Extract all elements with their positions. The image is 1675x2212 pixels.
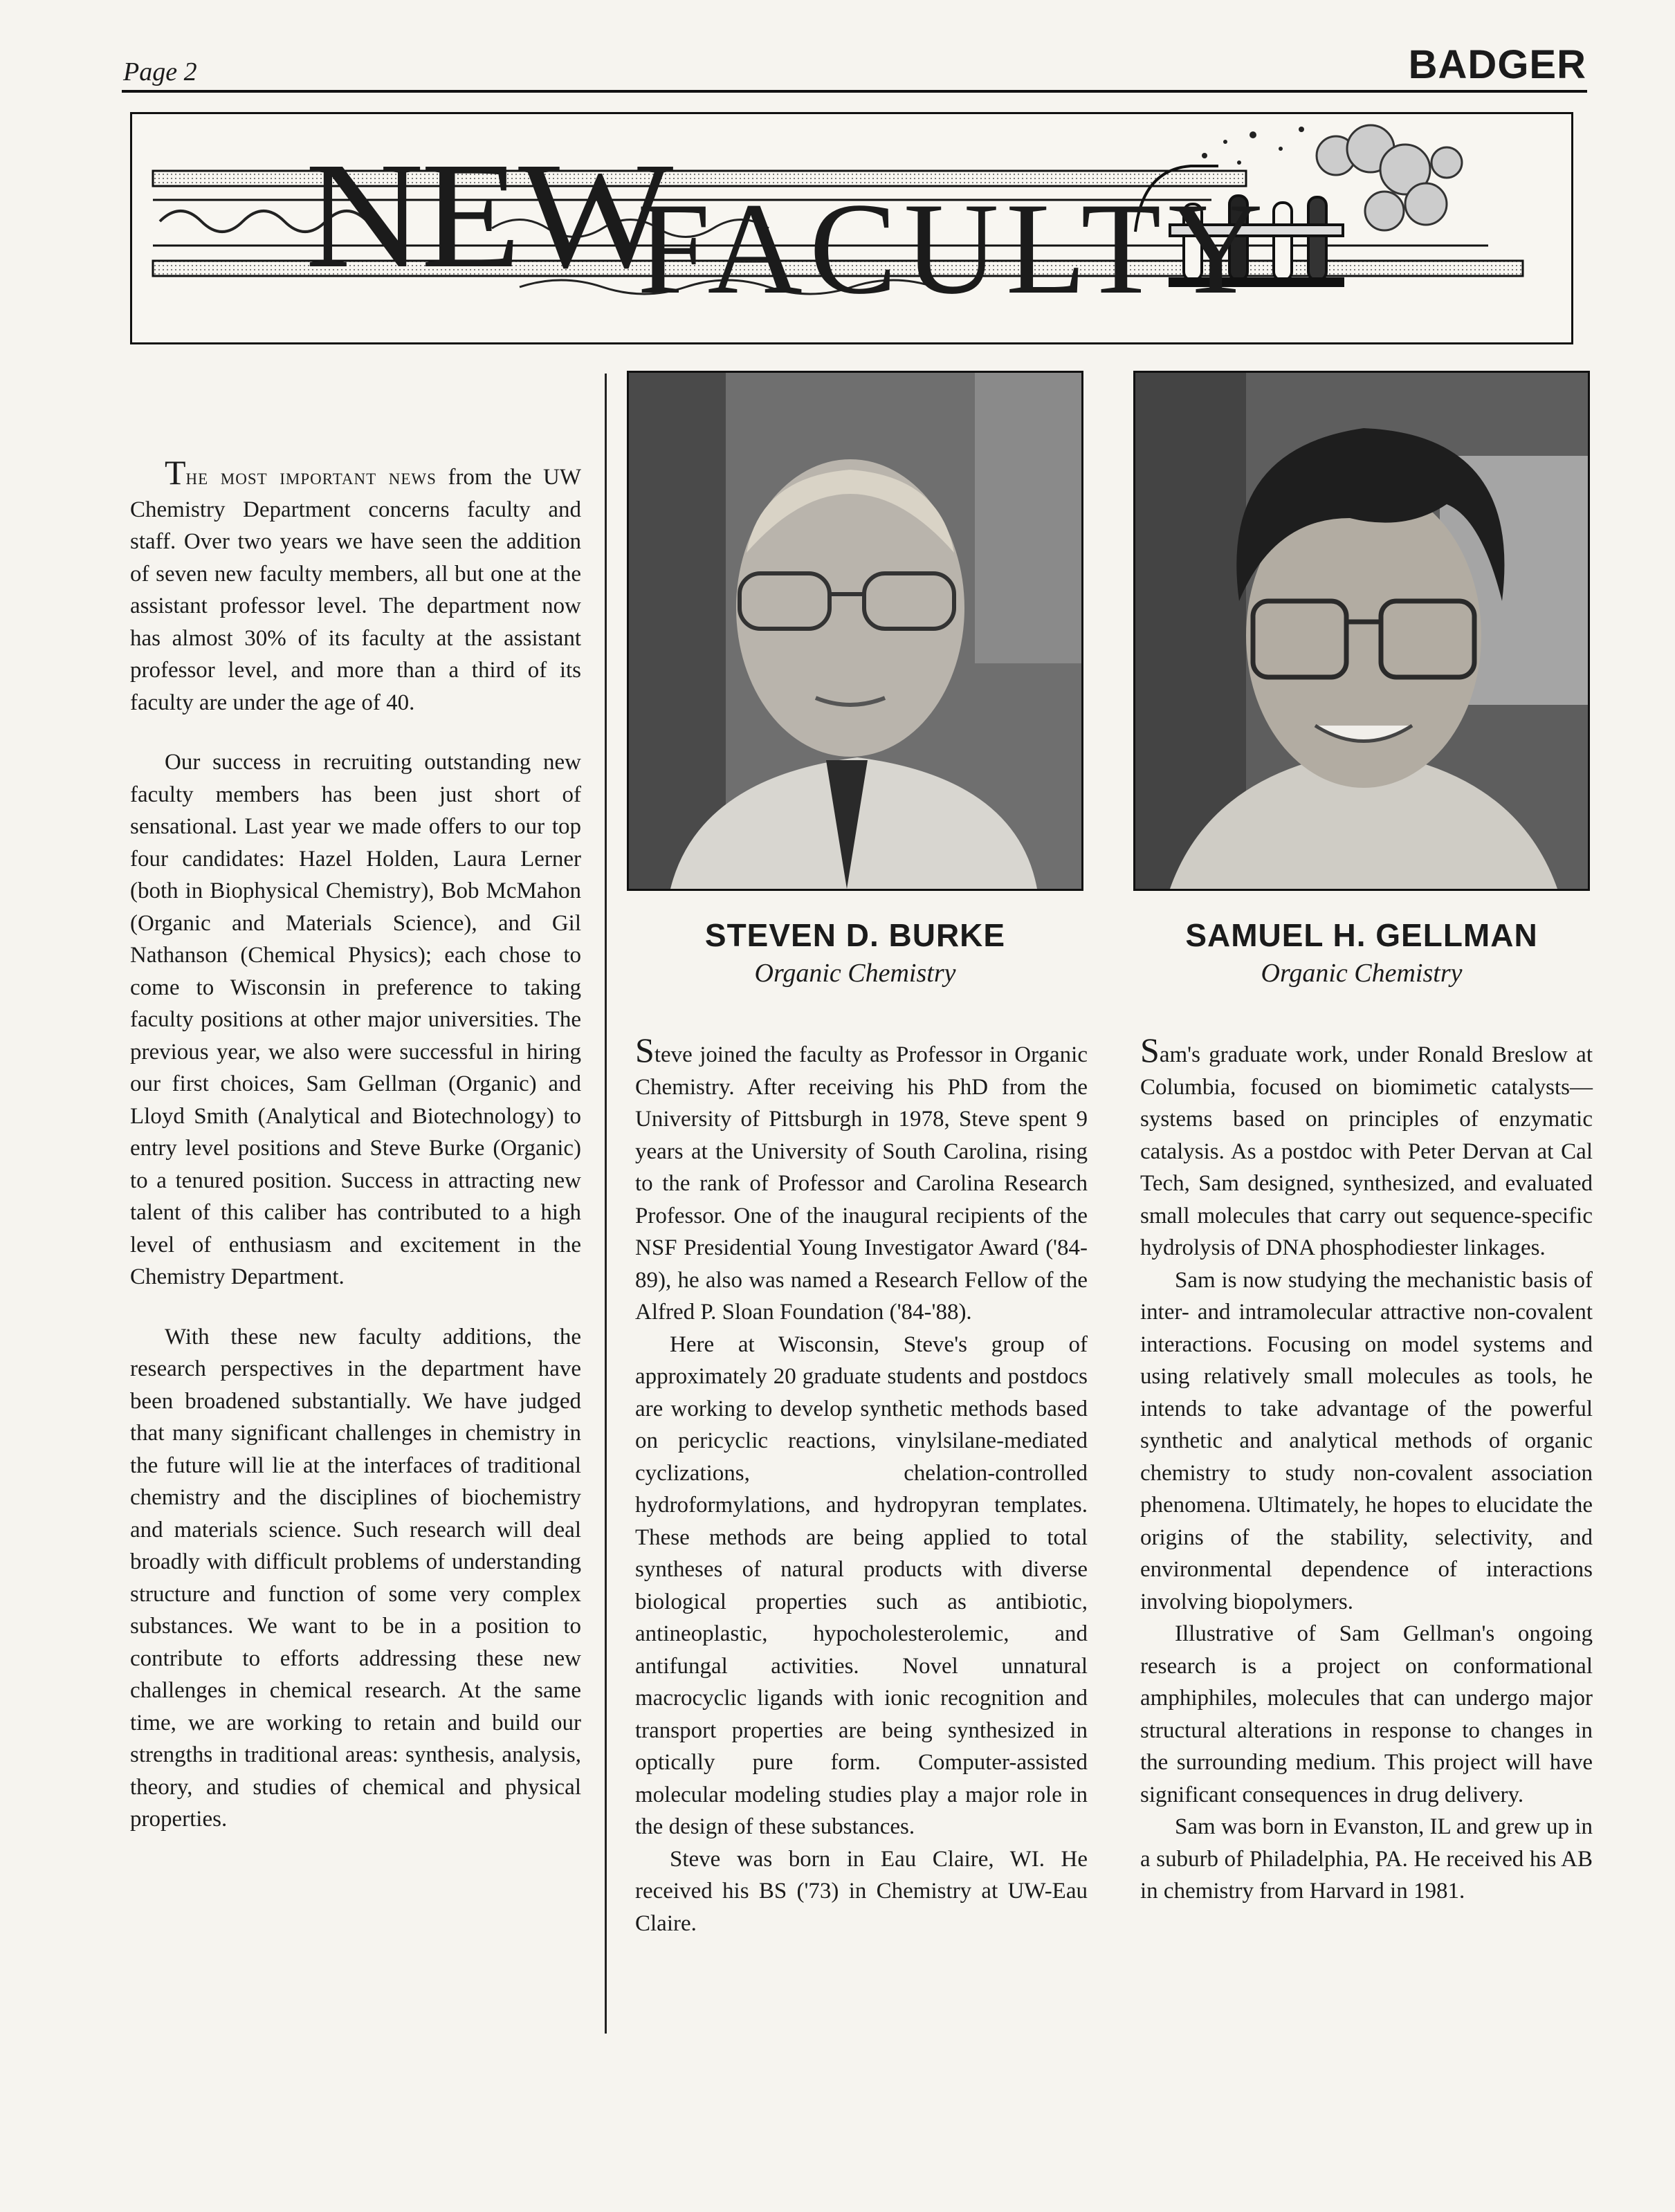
smoke-cloud-icon	[1317, 125, 1462, 230]
faculty-name-burke: STEVEN D. BURKE	[704, 917, 1006, 953]
portrait-burke-image	[629, 373, 1081, 889]
page-number: Page 2	[123, 57, 197, 86]
intro-paragraph-1: The most important news from the UW Chemistry Department concerns faculty and staff. Over two years we have seen the addition of seven new faculty members, all but one at the assistant professor level. The department now has almost 30% of its faculty at the assistant professor level, and more than a third of its faculty are under the age of 40.	[130, 453, 582, 715]
burke-column	[635, 1031, 1088, 1939]
intro-column	[130, 453, 582, 1836]
faculty-name-gellman: SAMUEL H. GELLMAN	[1185, 917, 1538, 953]
burke-paragraph-3: Steve was born in Eau Claire, WI. He received his BS ('73) in Chemistry at UW-Eau Claire.	[635, 1846, 1088, 1936]
burke-paragraph-2: Here at Wisconsin, Steve's group of approximately 20 graduate students and postdocs are working to develop synthetic methods based on pericyclic reactions, vinylsilane-mediated cyclizations, chelation-controlled hydroformylations, and hydropyran templates. These methods are being applied to total syntheses of natural products with diverse biological properties such as antibiotic, antineoplastic, hypocholesterolemic, and antifungal activities. Novel unnatural macrocyclic ligands with ionic recognition and transport properties are being synthesized in optically pure form. Computer-assisted molecular modeling studies play a major role in the design of these substances.	[635, 1331, 1088, 1839]
new-faculty-banner	[130, 112, 1573, 344]
bubble-dots	[1202, 127, 1304, 165]
gellman-paragraph-2: Sam is now studying the mechanistic basis of inter- and intramolecular attractive non-covalent interactions. Focusing on model systems and using relatively small molecules as tools, he intends to take advantage of the powerful synthetic and analytical methods of organic chemistry to study non-covalent association phenomena. Ultimately, he hopes to elucidate the origins of the stability, selectivity, and environmental dependence of interactions involving biopolymers.	[1140, 1267, 1593, 1614]
gellman-paragraph-3: Illustrative of Sam Gellman's ongoing research is a project on conformational amphiphiles, molecules that can undergo major structural alterations in response to changes in the surrounding medium. This project will have significant consequences in drug delivery.	[1140, 1621, 1593, 1807]
header-rule	[122, 90, 1587, 93]
intro-paragraph-2: Our success in recruiting outstanding new faculty members has been just short of sensational. Last year we made offers to our top four candidates: Hazel Holden, Laura Lerner (both in Biophysical Chemistry), Bob McMahon (Organic and Materials Science), and Gil Nathanson (Chemical Physics); each chose to come to Wisconsin in preference to taking faculty positions at other major universities. The previous year, we also were successful in hiring our first choices, Sam Gellman (Organic) and Lloyd Smith (Analytical and Biotechnology) to entry level positions and Steve Burke (Organic) to a tenured position. Success in attracting new talent of this caliber has contributed to a high level of enthusiasm and excitement in the Chemistry Department.	[130, 750, 581, 1289]
portrait-steven-burke	[627, 371, 1083, 891]
gellman-paragraph-4: Sam was born in Evanston, IL and grew up in a suburb of Philadelphia, PA. He received his AB in chemistry from Harvard in 1981.	[1140, 1814, 1593, 1904]
gellman-column	[1140, 1031, 1593, 1908]
faculty-dept-gellman: Organic Chemistry	[1261, 959, 1463, 988]
portrait-samuel-gellman	[1133, 371, 1590, 891]
publication-title: BADGER	[1408, 42, 1586, 87]
column-divider	[605, 374, 607, 2034]
banner-title-new: NEW	[305, 131, 671, 299]
portrait-gellman-image	[1135, 373, 1588, 889]
intro-paragraph-3: With these new faculty additions, the research perspectives in the department have been broadened substantially. We have judged that many significant challenges in chemistry in the future will lie at the interfaces of traditional chemistry and the disciplines of biochemistry and materials science. Such research will deal broadly with difficult problems of understanding structure and function of some very complex substances. We want to be in a position to contribute to efforts addressing these new challenges in chemical research. At the same time, we are working to retain and build our strengths in traditional areas: synthesis, analysis, theory, and studies of chemical and physical properties.	[130, 1324, 581, 1832]
gellman-paragraph-1: Sam's graduate work, under Ronald Breslow at Columbia, focused on biomimetic catalysts—systems based on principles of enzymatic catalysis. As a postdoc with Peter Dervan at Cal Tech, Sam designed, synthesized, and evaluated small molecules that carry out sequence-specific hydrolysis of DNA phosphodiester linkages.	[1140, 1031, 1593, 1260]
burke-paragraph-1: Steve joined the faculty as Professor in Organic Chemistry. After receiving his PhD from the University of Pittsburgh in 1978, Steve spent 9 years at the University of South Carolina, rising to the rank of Professor and Carolina Research Professor. One of the inaugural recipients of the NSF Presidential Young Investigator Award ('84-89), he also was named a Research Fellow of the Alfred P. Sloan Foundation ('84-'88).	[635, 1031, 1088, 1325]
banner-title-faculty: FACULTY	[637, 176, 1270, 322]
faculty-dept-burke: Organic Chemistry	[754, 959, 956, 988]
